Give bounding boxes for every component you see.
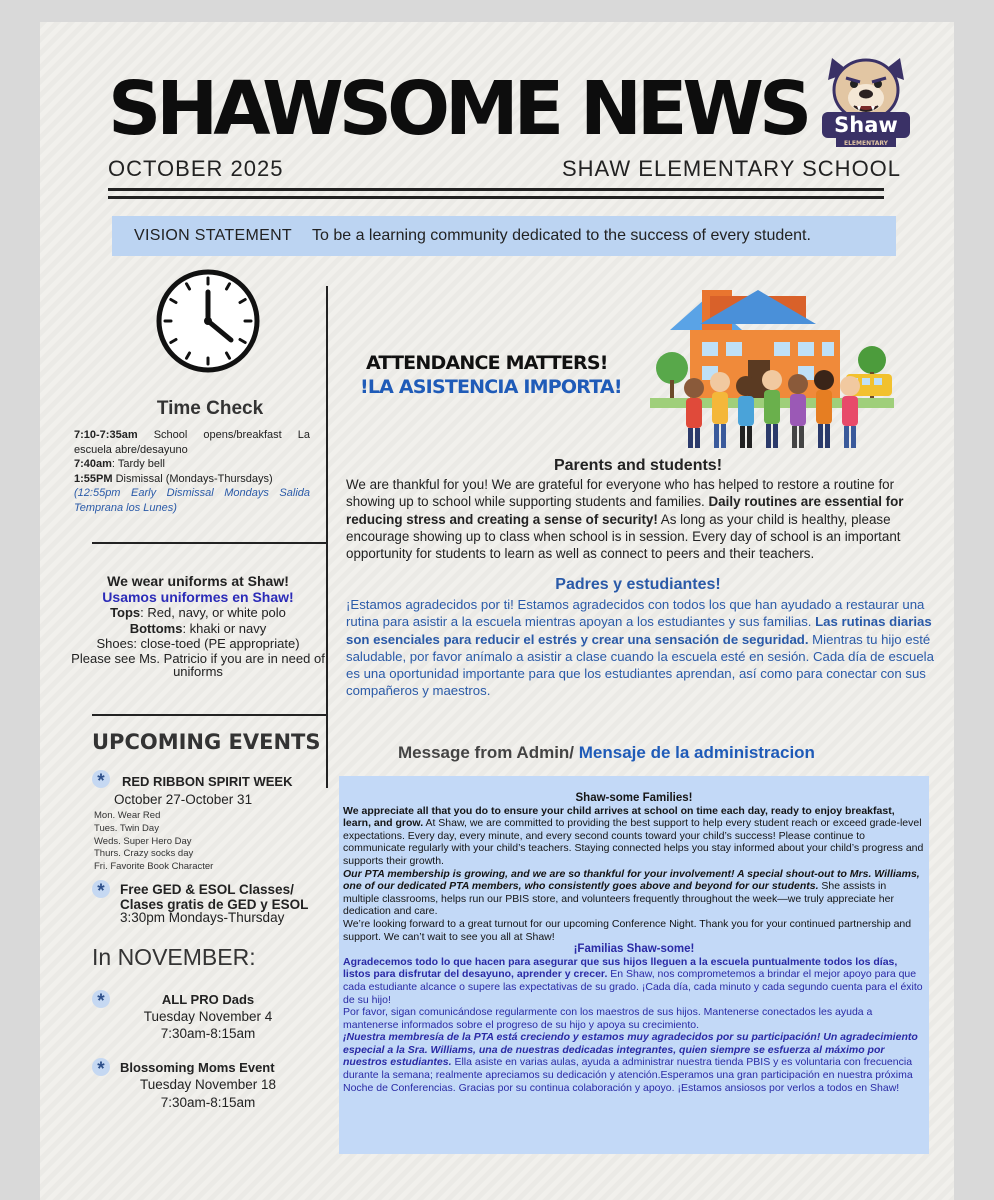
padres-text-1: ¡Estamos agradecidos por ti! Estamos agradecidos con todos los que han ayudado a restaurar una rutina para asistir a la escuela mientras apoyan a los estudiantes y sus familias. xyxy=(346,597,925,630)
ged-esol-time: 3:30pm Mondays-Thursday xyxy=(120,910,285,925)
admin-es-text-3: Ella asiste en varias aulas, ayuda a administrar nuestra tienda PBIS y es voluntaria con frecuencia durante la semana; realmente apreciamos su dedicación y atención.Esperamos una gran participación en nuestra próxima Noche de Conferencias. Gracias por su continua colaboración y apoyo. ¡Estamos ansiosos por verlos a todos en Shaw! xyxy=(343,1056,913,1094)
tops-label: Tops xyxy=(110,605,141,620)
ged-esol-title: Free GED & ESOL Classes/ Clases gratis de GED y ESOL xyxy=(120,882,309,912)
admin-en-text-1: At Shaw, we are committed to providing the best support to help every student reach or exceed grade-level expectations. Every day, every minute, and every second counts toward your child’s success! Please continue to communicate regularly with your child’s teachers. Staying connected helps you stay informed about your child’s progress and supports their growth. xyxy=(343,817,924,867)
uniform-heading-es: Usamos uniformes en Shaw! xyxy=(102,588,294,605)
section-divider-1 xyxy=(92,542,328,544)
admin-es-text-2: Por favor, sigan comunicándose regularmente con los maestros de sus hijos. Mantenerse conectados les ayuda a mantenerse informados sobre el progreso de su hijo y apoya su crecimiento. xyxy=(343,1006,873,1031)
issue-date: OCTOBER 2025 xyxy=(108,156,284,181)
spirit-day: Weds. Super Hero Day xyxy=(94,835,192,847)
red-ribbon-dates: October 27-October 31 xyxy=(114,792,253,807)
section-divider-2 xyxy=(92,714,328,716)
red-ribbon-title: RED RIBBON SPIRIT WEEK xyxy=(122,774,293,789)
tardy-time: 7:40am xyxy=(74,458,112,470)
blossoming-moms-time: 7:30am-8:15am xyxy=(160,1095,256,1110)
tops-text: : Red, navy, or white polo xyxy=(140,605,286,620)
attendance-title-es: !LA ASISTENCIA IMPORTA! xyxy=(360,376,622,398)
parents-heading-en: Parents and students! xyxy=(553,457,723,474)
spirit-day: Mon. Wear Red xyxy=(94,810,161,821)
admin-en-title: Shaw-some Families! xyxy=(575,792,693,804)
vision-statement-bar xyxy=(112,216,896,256)
admin-es-title: ¡Familias Shaw-some! xyxy=(573,943,695,956)
spirit-day: Fri. Favorite Book Character xyxy=(94,861,214,873)
admin-en-paragraph-1 xyxy=(343,805,925,868)
admin-es-paragraph-1 xyxy=(343,956,925,1006)
admin-en-text-2: She assists in multiple classrooms, helps run our PBIS store, and volunteers frequently throughout the week—we truly appreciate her dedication and care. xyxy=(343,880,894,918)
spirit-day: Tues. Twin Day xyxy=(94,822,159,834)
parents-body-en xyxy=(346,476,936,562)
admin-heading-en: Message from Admin/ xyxy=(398,743,575,762)
vision-text: To be a learning community dedicated to the success of every student. xyxy=(312,227,811,244)
asterisk-icon: * xyxy=(92,1058,110,1076)
upcoming-events-heading: UPCOMING EVENTS xyxy=(92,730,321,754)
uniform-section xyxy=(62,574,334,678)
spirit-day: Thurs. Crazy socks day xyxy=(94,848,194,860)
blossoming-moms-date: Tuesday November 18 xyxy=(139,1077,277,1092)
bulldog-logo xyxy=(818,50,914,150)
logo-text: Shaw xyxy=(834,113,898,137)
tardy-text: : Tardy bell xyxy=(111,458,165,470)
uniform-note: Please see Ms. Patricio if you are in need of uniforms xyxy=(71,650,325,679)
time-check-heading: Time Check xyxy=(156,398,264,419)
admin-en-bold-1: We appreciate all that you do to ensure your child arrives at school on time each day, ready to enjoy breakfast, learn, and grow. xyxy=(343,804,895,830)
clock-icon xyxy=(155,268,261,374)
parents-text-2: As long as your child is healthy, please encourage showing up to class when school is in session. Every day of school is an important opportunity for students to learn as well as connect to peers and their teachers. xyxy=(346,511,901,562)
school-name: SHAW ELEMENTARY SCHOOL xyxy=(562,156,902,181)
uniform-heading-en: We wear uniforms at Shaw! xyxy=(107,573,289,589)
all-pro-dads-time: 7:30am-8:15am xyxy=(160,1026,256,1041)
parents-text-1: We are thankful for you! We are grateful for everyone who has helped to restore a routine for showing up to school while supporting students and families. xyxy=(346,477,895,510)
padres-text-2: Mientras tu hijo esté saludable, por favor anímalo a asistir a clase cuando la escuela esté en sesión. Cada día de escuela es una oportunidad importante para que los estudiantes aprendan, así como para conectar con sus compañeros y maestros. xyxy=(346,631,934,699)
bottoms-label: Bottoms xyxy=(129,620,183,636)
parents-heading-es: Padres y estudiantes! xyxy=(555,576,721,593)
spirit-week-days xyxy=(94,810,213,874)
admin-en-text-3: We’re looking forward to a great turnout for our upcoming Conference Night. Thank you for your continued partnership and support. We can’t wait to see you all at Shaw! xyxy=(343,917,912,943)
open-text: School opens/breakfast La escuela abre/desayuno xyxy=(74,429,310,456)
bottoms-text: : khaki or navy xyxy=(182,620,267,636)
admin-es-paragraph-3 xyxy=(343,1031,925,1094)
attendance-title-en: ATTENDANCE MATTERS! xyxy=(366,352,608,374)
admin-es-bold-1: Agradecemos todo lo que hacen para asegurar que sus hijos lleguen a la escuela puntualmente todos los días, listos para disfrutar del desayuno, aprender y crecer. xyxy=(343,955,898,981)
early-dismissal-note: (12:55pm Early Dismissal Mondays Salida Temprana los Lunes) xyxy=(74,487,310,514)
parents-body-es xyxy=(346,596,936,700)
school-children-illustration xyxy=(650,290,894,456)
admin-message-heading xyxy=(398,743,815,763)
november-heading: In NOVEMBER: xyxy=(92,944,256,970)
parents-text-bold: Daily routines are essential for reducing stress and creating a sense of security! xyxy=(346,494,904,527)
dismissal-time: 1:55PM xyxy=(74,472,113,485)
column-divider xyxy=(326,286,328,788)
vision-label: VISION STATEMENT xyxy=(134,227,292,244)
admin-en-paragraph-2 xyxy=(343,868,925,918)
open-time: 7:10-7:35am xyxy=(74,429,138,441)
asterisk-icon: * xyxy=(92,990,110,1008)
dismissal-text: Dismissal (Mondays-Thursdays) xyxy=(115,472,273,485)
admin-message-box xyxy=(339,776,929,1154)
newsletter-title: SHAWSOME NEWS xyxy=(108,66,808,152)
all-pro-dads-date: Tuesday November 4 xyxy=(143,1009,273,1024)
header-rule-top xyxy=(108,188,884,191)
logo-subtext: ELEMENTARY xyxy=(843,140,889,147)
all-pro-dads-title: ALL PRO Dads xyxy=(161,992,255,1007)
asterisk-icon: * xyxy=(92,880,110,898)
blossoming-moms-title: Blossoming Moms Event xyxy=(120,1060,275,1075)
schedule-block xyxy=(74,428,310,515)
shoes-text: Shoes: close-toed (PE appropriate) xyxy=(96,636,300,651)
header-rule-bottom xyxy=(108,196,884,199)
asterisk-icon: * xyxy=(92,770,110,788)
padres-text-bold: Las rutinas diarias son esenciales para reducir el estrés y crear una sensación de seguridad. xyxy=(346,614,932,647)
admin-heading-es: Mensaje de la administracion xyxy=(574,743,815,762)
admin-es-bold-2: ¡Nuestra membresía de la PTA está creciendo y estamos muy agradecidos por su participación! Un agradecimiento especial a la Sra. Williams, una de nuestras dedicadas integrantes, quien siempre se esfuerza al máximo por nuestros estudiantes. xyxy=(343,1031,918,1069)
admin-en-bold-2: Our PTA membership is growing, and we are so thankful for your involvement! A special shout-out to Mrs. Williams, one of our dedicated PTA members, who consistently goes above and beyond for our students. xyxy=(343,867,920,893)
admin-es-text-1: En Shaw, nos comprometemos a brindar el mejor apoyo para que cada estudiante alcance o supere las expectativas de su grado. ¡Cada día, cada minuto y cada segundo cuenta para el éxito de su hijo! xyxy=(343,968,923,1006)
